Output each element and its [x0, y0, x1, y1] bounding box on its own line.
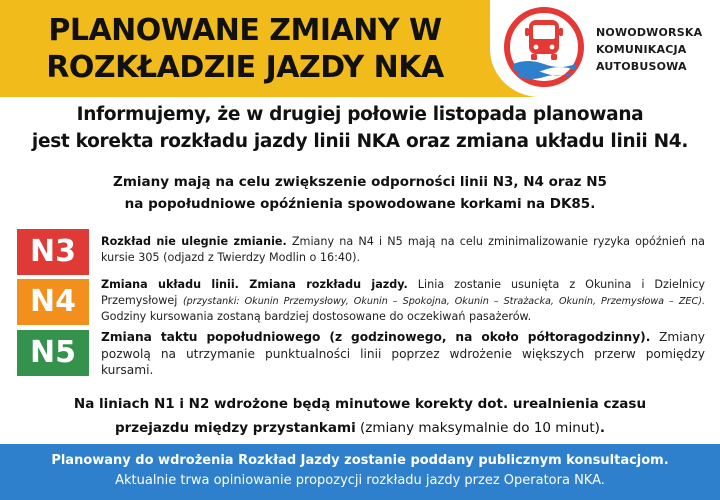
- line-badge-n4: N4: [17, 279, 89, 325]
- line-description-n4: [101, 277, 705, 325]
- title-line-2: ROZKŁADZIE JAZDY NKA: [46, 50, 444, 85]
- logo-text: [596, 24, 702, 75]
- logo-area: [490, 0, 720, 97]
- intro-line-2: jest korekta rozkładu jazdy linii NKA oraz zmiana układu linii N4.: [31, 131, 689, 152]
- line-n4-bold: Zmiana układu linii. Zmiana rozkładu jazdy.: [101, 278, 408, 291]
- line-n5-bold: Zmiana taktu popołudniowego (z godzinowego, na około półtoragodzinny).: [101, 330, 651, 344]
- note-normal: (zmiany maksymalnie do 10 minut): [355, 420, 600, 436]
- line-n4-text-2: Godziny kursowania zostaną bardziej dostosowane do oczekiwań pasażerów.: [101, 310, 532, 323]
- line-description-n5: [101, 329, 705, 379]
- line-n4-stops: (przystanki: Okunin Przemysłowy, Okunin – Spokojna, Okunin – Strażacka, Okunin, Przemysłowa – ZEC).: [182, 295, 705, 307]
- note-end: .: [599, 420, 606, 436]
- logo-line-2: KOMUNIKACJA: [596, 43, 687, 56]
- line-description-n3: [101, 234, 705, 265]
- note-bold-2: przejazdu między przystankami: [114, 420, 356, 436]
- line-n3-bold: Rozkład nie ulegnie zmianie.: [101, 235, 287, 248]
- page-title: [30, 12, 460, 86]
- note-bold-1: Na liniach N1 i N2 wdrożone będą minutowe korekty dot. urealnienia czasu: [73, 396, 647, 412]
- line-badge-n5: N5: [17, 330, 89, 376]
- subheading-line-2: na popołudniowe opóźnienia spowodowane korkami na DK85.: [124, 196, 596, 212]
- header-banner: [0, 0, 720, 97]
- intro-line-1: Informujemy, że w drugiej połowie listopada planowana: [76, 104, 644, 125]
- footer-banner: [0, 444, 720, 500]
- title-line-1: PLANOWANE ZMIANY W: [48, 13, 442, 48]
- footer-line-1: Planowany do wdrożenia Rozkład Jazdy zostanie poddany publicznym konsultacjom.: [51, 453, 669, 468]
- logo-line-3: AUTOBUSOWA: [596, 60, 687, 73]
- footer-line-2: Aktualnie trwa opiniowanie propozycji rozkładu jazdy przez Operatora NKA.: [115, 473, 605, 488]
- bus-logo-icon: [503, 6, 585, 88]
- line-badge-n3: N3: [17, 229, 89, 275]
- subheading-line-1: Zmiany mają na celu zwiększenie odporności linii N3, N4 oraz N5: [113, 174, 607, 190]
- line-n3-text: Zmiany na N4 i N5 mają na celu zminimalizowanie ryzyka opóźnień na kursie 305 (odjazd z Twierdzy Modlin o 16:40).: [101, 235, 705, 264]
- subheading: [0, 171, 720, 215]
- line-n4-text: Linia zostanie usunięta z Okunina i Dzielnicy Przemysłowej: [101, 278, 705, 307]
- n1-n2-note: [0, 392, 720, 440]
- line-n5-text: Zmiany pozwolą na utrzymanie punktualności linii poprzez wdrożenie większych przerw pomiędzy kursami.: [101, 330, 706, 377]
- intro-text: [0, 101, 720, 155]
- logo-line-1: NOWODWORSKA: [596, 26, 703, 39]
